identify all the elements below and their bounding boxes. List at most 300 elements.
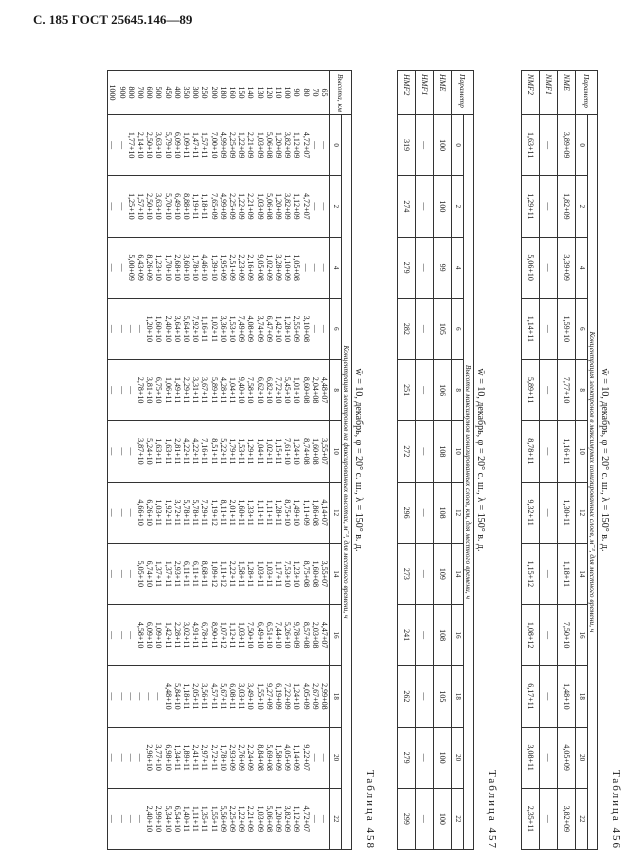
table-cell: 5,06+10 <box>522 237 540 298</box>
table-cell: 1,12+11 <box>227 622 237 649</box>
table-cell: 6,49+10 <box>255 621 265 649</box>
height-value: 150 <box>237 86 247 99</box>
table-cell: 2,99+10 <box>154 805 164 833</box>
param-name-cell: HMF2 <box>398 71 416 115</box>
table-cell: — <box>540 115 558 176</box>
table-cell: 1,30+11 <box>558 482 576 543</box>
table-cell: 2,35+11 <box>522 788 540 849</box>
table-cell: 1,11+11 <box>264 499 274 526</box>
table-cell: 9,40+10 <box>237 376 247 404</box>
table-cell: — <box>416 176 434 237</box>
table-cell: 5,34+10 <box>163 805 173 833</box>
table-cell: 296 <box>398 482 416 543</box>
table-cell: 4,91+11 <box>191 622 201 649</box>
table-cell: 5,78+11 <box>191 499 201 526</box>
table-cell: 2,99+08 <box>320 683 329 710</box>
hour-header-cell: 16 <box>330 605 342 666</box>
table-cell: 1,24+10 <box>292 438 302 465</box>
table-cell: 279 <box>398 727 416 788</box>
table-cell: 1,89+11 <box>181 744 191 771</box>
table-cell: — <box>117 814 127 823</box>
table-cell: 6,17+11 <box>522 666 540 727</box>
table-cell: — <box>108 814 118 823</box>
table-cell: 6,98+10 <box>163 744 173 771</box>
table-456-subheader: Концентрация электронов в максимумах ионизированных слоев, м⁻³, для местного времени, ч <box>588 115 598 850</box>
table-cell: 6,11+11 <box>191 560 201 587</box>
table-cell: 1,57+11 <box>200 132 210 159</box>
table-cell: — <box>117 753 127 762</box>
table-cell: 1,92+11 <box>163 499 173 526</box>
hours-row <box>452 71 464 850</box>
table-cell: 5,00+09 <box>126 254 136 281</box>
table-cell: 1,18+11 <box>181 683 191 710</box>
table-cell: 1,79+11 <box>227 438 237 465</box>
table-cell: 4,46+10 <box>200 254 210 281</box>
table-cell: — <box>540 421 558 482</box>
height-stack <box>108 72 329 113</box>
height-value: 300 <box>191 86 201 99</box>
table-cell: — <box>310 324 320 333</box>
table-cell: 6,43+09 <box>135 254 145 281</box>
table-cell: 1,03+09 <box>255 193 265 220</box>
table-cell: 6,26+10 <box>145 499 155 526</box>
table-cell: — <box>540 788 558 849</box>
table-cell: — <box>135 324 145 333</box>
table-cell: — <box>117 631 127 640</box>
table-cell: 4,48+07 <box>320 376 329 404</box>
table-cell: 1,12+09 <box>292 805 302 833</box>
table-cell: 105 <box>434 298 452 359</box>
table-cell: — <box>540 482 558 543</box>
table-cell: 2,23+09 <box>237 254 247 281</box>
hour-header-cell: 4 <box>452 237 464 298</box>
table-cell: 1,53+11 <box>237 438 247 465</box>
height-value: 800 <box>126 86 136 99</box>
table-cell: 5,70+10 <box>163 193 173 220</box>
hour-header-cell: 22 <box>576 788 588 849</box>
table-cell: — <box>108 263 118 272</box>
table-cell: 108 <box>434 421 452 482</box>
value-stack <box>108 239 329 297</box>
table-cell: — <box>117 141 127 150</box>
table-cell: — <box>108 386 118 395</box>
table-cell: — <box>126 692 136 701</box>
table-cell: 3,55+07 <box>320 438 329 465</box>
value-column <box>108 666 330 727</box>
param-name-cell: NMF1 <box>540 71 558 115</box>
table-cell: 1,15+12 <box>522 543 540 604</box>
table-cell: — <box>416 727 434 788</box>
table-cell: 4,48+10 <box>163 683 173 710</box>
table-cell: 1,11+11 <box>191 805 201 832</box>
table-cell: 1,28+10 <box>283 315 293 343</box>
table-cell: 7,61+10 <box>283 438 293 465</box>
table-cell: 1,86+08 <box>310 499 320 526</box>
hour-header-cell: 12 <box>330 482 342 543</box>
param-header: Параметр <box>576 71 598 115</box>
table-cell: 7,53+10 <box>283 560 293 588</box>
table-cell: 8,84+08 <box>255 744 265 771</box>
table-cell: 7,72+10 <box>273 376 283 404</box>
table-cell: 2,28+11 <box>172 622 182 649</box>
table-cell: — <box>135 753 145 762</box>
height-value: 250 <box>200 86 210 99</box>
param-name-cell: HMF1 <box>416 71 434 115</box>
table-cell: — <box>108 692 118 701</box>
table-cell: 2,21+09 <box>246 131 256 159</box>
table-cell: 1,09+12 <box>209 560 219 588</box>
table-cell: — <box>126 753 136 762</box>
table-cell: 1,78+10 <box>218 744 228 771</box>
value-stack <box>108 177 329 235</box>
value-column <box>108 788 330 849</box>
table-cell: 100 <box>434 727 452 788</box>
table-cell: 1,53+10 <box>227 315 237 343</box>
table-cell: 7,29+11 <box>200 499 210 526</box>
table-cell: 1,03+09 <box>255 131 265 159</box>
hour-header-cell: 0 <box>330 115 342 176</box>
table-cell: — <box>310 202 320 211</box>
table-457-title: w̄ = 10, декабрь, φ = 20° с. ш., λ = 150° в. д. <box>475 368 486 552</box>
table-cell: 6,62+10 <box>255 376 265 404</box>
height-value: 350 <box>181 86 191 99</box>
table-cell: 2,72+11 <box>209 744 219 771</box>
table-cell: 5,24+10 <box>145 438 155 465</box>
table-cell: — <box>108 447 118 456</box>
table-row <box>558 71 576 850</box>
table-cell: 2,04+08 <box>310 376 320 404</box>
table-cell: 1,42+11 <box>163 622 173 649</box>
table-cell: 2,55+09 <box>292 315 302 343</box>
table-cell: 2,50+10 <box>145 131 155 159</box>
table-data-row <box>108 71 330 850</box>
value-column <box>108 176 330 237</box>
table-cell: 1,12+09 <box>292 131 302 159</box>
value-stack <box>108 116 329 174</box>
table-cell: 3,82+09 <box>283 193 293 220</box>
table-cell: 2,24+09 <box>246 744 256 771</box>
height-value: 140 <box>246 86 256 99</box>
table-cell: 9,27+09 <box>264 683 274 710</box>
table-cell: 5,06+08 <box>264 193 274 220</box>
table-cell: — <box>117 692 127 701</box>
rotated-content <box>30 70 622 850</box>
value-column <box>108 727 330 788</box>
table-457-subheader: Высоты максимумов ионизированных слоев, км, для местного времени, ч <box>464 115 474 850</box>
param-name-cell: HME <box>434 71 452 115</box>
table-cell: — <box>108 324 118 333</box>
table-cell: 279 <box>398 237 416 298</box>
table-cell: 1,82+09 <box>558 176 576 237</box>
table-cell: 2,81+11 <box>172 438 182 465</box>
table-cell: 1,55+10 <box>255 683 265 710</box>
table-cell: 1,70+10 <box>163 254 173 281</box>
table-cell: 1,49+11 <box>172 377 182 404</box>
table-cell: 1,18+11 <box>558 543 576 604</box>
table-cell: 5,89+11 <box>522 360 540 421</box>
table-cell: 3,49+10 <box>246 683 256 710</box>
table-cell: 1,11+12 <box>218 560 228 587</box>
table-cell: 3,10+08 <box>301 315 311 343</box>
hour-header-cell: 18 <box>576 666 588 727</box>
table-cell: 1,47+11 <box>191 132 201 159</box>
table-cell: 3,39+09 <box>558 237 576 298</box>
table-cell: 1,28+11 <box>246 560 256 587</box>
table-cell: 5,89+11 <box>209 377 219 404</box>
table-cell: 7,92+10 <box>191 315 201 343</box>
table-cell: 3,55+07 <box>320 560 329 588</box>
value-stack <box>108 545 329 603</box>
table-458-label: Таблица 458 <box>364 769 376 850</box>
hour-header-cell: 14 <box>330 543 342 604</box>
value-stack <box>108 667 329 725</box>
table-cell: 4,99+09 <box>218 131 228 159</box>
table-cell: 8,60+08 <box>301 376 311 404</box>
table-cell: 1,16+11 <box>558 421 576 482</box>
value-column <box>108 298 330 359</box>
value-column <box>108 482 330 543</box>
table-cell: 1,02+09 <box>264 254 274 281</box>
table-cell: 1,05+08 <box>292 254 302 281</box>
table-cell: 5,22+11 <box>218 438 228 465</box>
table-cell: 3,81+10 <box>145 376 155 404</box>
table-cell: — <box>416 298 434 359</box>
table-cell: — <box>540 543 558 604</box>
hour-header-cell: 22 <box>452 788 464 849</box>
table-cell: 9,05+08 <box>255 254 265 281</box>
height-value: 400 <box>172 86 182 99</box>
table-cell: 1,08+12 <box>522 605 540 666</box>
table-cell: 2,68+10 <box>172 254 182 281</box>
table-cell: 1,06+11 <box>163 377 173 404</box>
table-cell: — <box>126 386 136 395</box>
table-cell: 8,68+11 <box>200 560 210 587</box>
table-cell: — <box>540 360 558 421</box>
table-cell: 1,17+11 <box>273 560 283 587</box>
table-cell: 3,28+09 <box>273 254 283 281</box>
table-cell: 1,95+09 <box>218 254 228 281</box>
table-cell: 7,50+10 <box>246 621 256 649</box>
table-cell: 3,74+09 <box>255 315 265 343</box>
hour-header-cell: 6 <box>576 298 588 359</box>
table-cell: 1,29+11 <box>522 176 540 237</box>
param-header: Параметр <box>452 71 474 115</box>
table-row <box>398 71 416 850</box>
table-cell: — <box>135 692 145 701</box>
param-name-cell: NME <box>558 71 576 115</box>
hour-header-cell: 22 <box>330 788 342 849</box>
table-cell: 4,05+09 <box>301 683 311 710</box>
table-cell: 1,22+09 <box>237 131 247 159</box>
table-cell: 1,39+10 <box>209 254 219 281</box>
table-cell: 2,01+11 <box>227 499 237 526</box>
table-cell: 5,67+11 <box>218 683 228 710</box>
height-value: 90 <box>292 88 302 97</box>
table-cell: 1,22+09 <box>237 193 247 220</box>
table-cell: 1,23+10 <box>292 560 302 588</box>
table-cell: 6,78+11 <box>200 622 210 649</box>
table-cell: 8,90+11 <box>209 622 219 649</box>
table-cell: 4,08+09 <box>246 315 256 343</box>
table-cell: 1,48+10 <box>558 666 576 727</box>
table-cell: 3,67+11 <box>200 377 210 404</box>
table-cell: 7,50+10 <box>558 605 576 666</box>
table-cell: 1,60+08 <box>310 560 320 588</box>
table-cell: — <box>320 753 329 762</box>
table-cell: 8,78+11 <box>522 421 540 482</box>
table-cell: 3,89+09 <box>558 115 576 176</box>
table-cell: 241 <box>398 605 416 666</box>
table-cell: 6,75+10 <box>154 376 164 404</box>
table-cell: 3,08+11 <box>522 727 540 788</box>
table-cell: — <box>108 508 118 517</box>
table-cell: — <box>416 543 434 604</box>
table-456-label: Таблица 456 <box>610 769 622 850</box>
table-cell: 6,82+10 <box>264 376 274 404</box>
table-cell: 2,25+09 <box>227 805 237 833</box>
table-cell: 1,01+10 <box>292 376 302 404</box>
hour-header-cell: 0 <box>576 115 588 176</box>
table-cell: 1,19+11 <box>191 193 201 220</box>
table-cell: — <box>416 788 434 849</box>
table-cell: — <box>154 692 164 701</box>
table-cell: 6,51+10 <box>264 621 274 649</box>
table-cell: 2,05+11 <box>191 683 201 710</box>
table-cell: 108 <box>434 605 452 666</box>
table-cell: 1,11+09 <box>301 499 311 526</box>
table-cell: 1,35+11 <box>200 805 210 832</box>
table-cell: — <box>416 237 434 298</box>
table-cell: 3,31+11 <box>191 377 201 404</box>
table-cell: 5,06+08 <box>264 131 274 159</box>
value-column <box>108 115 330 176</box>
table-cell: 3,63+10 <box>154 193 164 220</box>
table-cell: — <box>117 508 127 517</box>
table-cell: 319 <box>398 115 416 176</box>
table-cell: — <box>126 569 136 578</box>
table-cell: 7,65+09 <box>209 193 219 220</box>
table-cell: 106 <box>434 360 452 421</box>
table-cell: — <box>126 447 136 456</box>
table-cell: 1,57+10 <box>135 193 145 220</box>
page-header: С. 185 ГОСТ 25645.146—89 <box>33 12 193 27</box>
table-cell: 1,28+11 <box>273 499 283 526</box>
hour-header-cell: 4 <box>330 237 342 298</box>
height-value: 120 <box>264 86 274 99</box>
table-cell: 4,72+07 <box>301 193 311 220</box>
value-stack <box>108 422 329 480</box>
table-cell: — <box>310 814 320 823</box>
table-cell: — <box>320 263 329 272</box>
table-cell: 3,63+10 <box>154 131 164 159</box>
table-cell: 4,66+10 <box>135 499 145 526</box>
table-cell: 1,60+10 <box>154 315 164 343</box>
table-cell: — <box>320 202 329 211</box>
value-column <box>108 237 330 298</box>
table-cell: 3,03+11 <box>237 683 247 710</box>
table-cell: 6,74+10 <box>145 560 155 588</box>
table-cell: 2,40+10 <box>163 315 173 343</box>
table-cell: 1,04+11 <box>255 438 265 465</box>
table-cell: 7,22+09 <box>283 683 293 710</box>
hour-header-cell: 20 <box>330 727 342 788</box>
table-cell: 5,06+08 <box>264 805 274 833</box>
table-cell: 6,54+10 <box>172 805 182 833</box>
table-cell: 2,14+10 <box>135 131 145 159</box>
table-cell: 5,45+10 <box>283 376 293 404</box>
table-cell: — <box>126 814 136 823</box>
table-cell: 4,05+09 <box>558 727 576 788</box>
table-cell: 8,75+08 <box>301 560 311 588</box>
table-456-block <box>521 70 622 850</box>
table-cell: 1,18+11 <box>200 193 210 220</box>
table-458 <box>107 70 352 850</box>
table-cell: 4,28+11 <box>218 377 228 404</box>
hour-header-cell: 16 <box>452 605 464 666</box>
table-cell: 272 <box>398 421 416 482</box>
hour-header-cell: 10 <box>452 421 464 482</box>
table-cell: 7,49+09 <box>237 315 247 343</box>
table-cell: 7,44+10 <box>273 621 283 649</box>
value-column <box>108 421 330 482</box>
table-cell: 6,47+09 <box>264 315 274 343</box>
table-cell: 1,10+09 <box>283 254 293 281</box>
hour-header-cell: 2 <box>330 176 342 237</box>
table-cell: 100 <box>434 788 452 849</box>
table-cell: 7,16+11 <box>200 438 210 465</box>
hour-header-cell: 18 <box>452 666 464 727</box>
table-456 <box>521 70 598 850</box>
value-column <box>108 360 330 421</box>
table-cell: 1,20+09 <box>273 193 283 220</box>
table-cell: — <box>540 605 558 666</box>
value-stack <box>108 361 329 419</box>
table-cell: 1,20+10 <box>145 315 155 343</box>
hour-header-cell: 8 <box>330 360 342 421</box>
table-cell: 2,21+09 <box>246 805 256 833</box>
table-cell: — <box>117 202 127 211</box>
table-cell: 8,74+08 <box>301 438 311 465</box>
table-cell: — <box>416 115 434 176</box>
table-cell: — <box>301 263 311 272</box>
height-value: 70 <box>310 88 320 97</box>
table-cell: 1,78+10 <box>191 254 201 281</box>
table-cell: 1,03+11 <box>264 560 274 587</box>
table-cell: 1,60+08 <box>310 438 320 465</box>
table-cell: — <box>108 202 118 211</box>
table-cell: 1,25+10 <box>126 193 136 220</box>
table-cell: 3,77+10 <box>154 744 164 771</box>
table-cell: 5,79+10 <box>163 131 173 159</box>
table-cell: 1,37+11 <box>154 560 164 587</box>
table-cell: 3,72+11 <box>172 499 182 526</box>
table-cell: — <box>126 324 136 333</box>
height-value: 600 <box>145 86 155 99</box>
table-cell: 8,51+11 <box>209 438 219 465</box>
table-cell: 1,04+11 <box>227 377 237 404</box>
table-cell: 3,02+11 <box>181 622 191 649</box>
table-cell: 7,00+10 <box>209 131 219 159</box>
table-cell: 282 <box>398 298 416 359</box>
table-cell: 2,21+09 <box>246 193 256 220</box>
table-cell: 1,02+11 <box>209 315 219 342</box>
table-cell: 4,72+07 <box>301 131 311 159</box>
hour-header-cell: 12 <box>576 482 588 543</box>
table-cell: 1,77+10 <box>126 131 136 159</box>
hour-header-cell: 8 <box>576 360 588 421</box>
hour-header-cell: 18 <box>330 666 342 727</box>
table-cell: 3,56+11 <box>200 683 210 710</box>
